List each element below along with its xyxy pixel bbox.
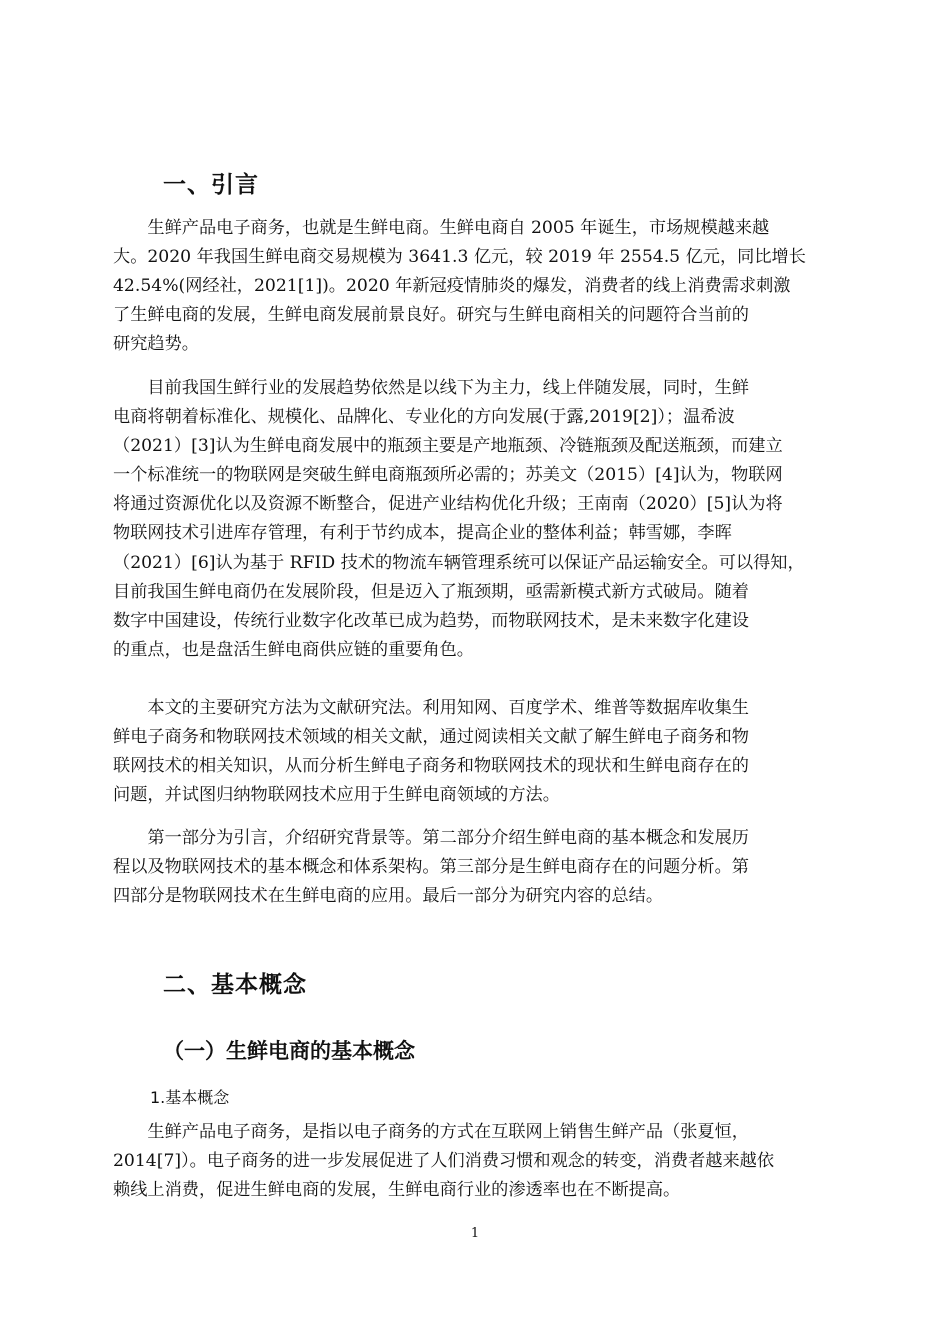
paragraph-line: 程以及物联网技术的基本概念和体系架构。第三部分是生鲜电商存在的问题分析。第 bbox=[113, 857, 749, 878]
subsection-heading: （一）生鲜电商的基本概念 bbox=[163, 1039, 415, 1063]
paragraph-line: 四部分是物联网技术在生鲜电商的应用。最后一部分为研究内容的总结。 bbox=[113, 886, 664, 907]
paragraph-line: 本文的主要研究方法为文献研究法。利用知网、百度学术、维普等数据库收集生 bbox=[147, 698, 749, 718]
paragraph-line: 大。2020 年我国生鲜电商交易规模为 3641.3 亿元，较 2019 年 2554.5 亿元，同比增长 bbox=[113, 247, 806, 268]
paragraph-line: 将通过资源优化以及资源不断整合，促进产业结构优化升级；王南南（2020）[5]认为将 bbox=[113, 494, 783, 515]
paragraph-line: 数字中国建设，传统行业数字化改革已成为趋势，而物联网技术，是未来数字化建设 bbox=[113, 610, 749, 631]
paragraph-5 bbox=[113, 1118, 845, 1205]
section-heading-basic-concepts: 二、基本概念 bbox=[163, 972, 307, 998]
paragraph-2 bbox=[113, 374, 845, 665]
paragraph-line: 一个标准统一的物联网是突破生鲜电商瓶颈所必需的；苏美文（2015）[4]认为，物联网 bbox=[113, 465, 783, 486]
paragraph-3 bbox=[113, 694, 845, 810]
paragraph-line: （2021）[3]认为生鲜电商发展中的瓶颈主要是产地瓶颈、冷链瓶颈及配送瓶颈，而建立 bbox=[113, 436, 783, 457]
paragraph-line: 目前我国生鲜行业的发展趋势依然是以线下为主力，线上伴随发展，同时，生鲜 bbox=[147, 378, 749, 398]
paragraph-line: 问题，并试图归纳物联网技术应用于生鲜电商领域的方法。 bbox=[113, 785, 560, 806]
paragraph-line: 的重点，也是盘活生鲜电商供应链的重要角色。 bbox=[113, 639, 474, 660]
section-heading-introduction: 一、引言 bbox=[163, 172, 259, 198]
paragraph-line: 鲜电子商务和物联网技术领域的相关文献，通过阅读相关文献了解生鲜电子商务和物 bbox=[113, 727, 749, 748]
paragraph-4 bbox=[113, 824, 845, 911]
paragraph-line: 研究趋势。 bbox=[113, 334, 199, 355]
page-number: 1 bbox=[470, 1226, 480, 1241]
paragraph-line: 目前我国生鲜电商仍在发展阶段，但是迈入了瓶颈期，亟需新模式新方式破局。随着 bbox=[113, 581, 749, 602]
paragraph-line: 第一部分为引言，介绍研究背景等。第二部分介绍生鲜电商的基本概念和发展历 bbox=[147, 828, 749, 848]
subsubsection-heading: 1.基本概念 bbox=[150, 1088, 230, 1107]
paragraph-line: 了生鲜电商的发展，生鲜电商发展前景良好。研究与生鲜电商相关的问题符合当前的 bbox=[113, 305, 749, 326]
paragraph-line: 联网技术的相关知识，从而分析生鲜电子商务和物联网技术的现状和生鲜电商存在的 bbox=[113, 756, 749, 777]
paragraph-line: 生鲜产品电子商务，也就是生鲜电商。生鲜电商自 2005 年诞生，市场规模越来越 bbox=[147, 218, 770, 238]
paragraph-line: 生鲜产品电子商务，是指以电子商务的方式在互联网上销售生鲜产品（张夏恒， bbox=[147, 1122, 749, 1142]
paragraph-line: 42.54%(网经社，2021[1])。2020 年新冠疫情肺炎的爆发，消费者的线上消费需求刺激 bbox=[113, 276, 791, 297]
paragraph-1 bbox=[113, 214, 845, 359]
paragraph-line: 赖线上消费，促进生鲜电商的发展，生鲜电商行业的渗透率也在不断提高。 bbox=[113, 1180, 681, 1201]
paragraph-line: 物联网技术引进库存管理，有利于节约成本，提高企业的整体利益；韩雪娜，李晖 bbox=[113, 523, 732, 544]
paragraph-line: 2014[7]）。电子商务的进一步发展促进了人们消费习惯和观念的转变，消费者越来越依 bbox=[113, 1151, 775, 1172]
paragraph-line: （2021）[6]认为基于 RFID 技术的物流车辆管理系统可以保证产品运输安全。可以得知， bbox=[113, 552, 805, 573]
paragraph-line: 电商将朝着标准化、规模化、品牌化、专业化的方向发展(于露,2019[2]）；温希波 bbox=[113, 407, 735, 428]
